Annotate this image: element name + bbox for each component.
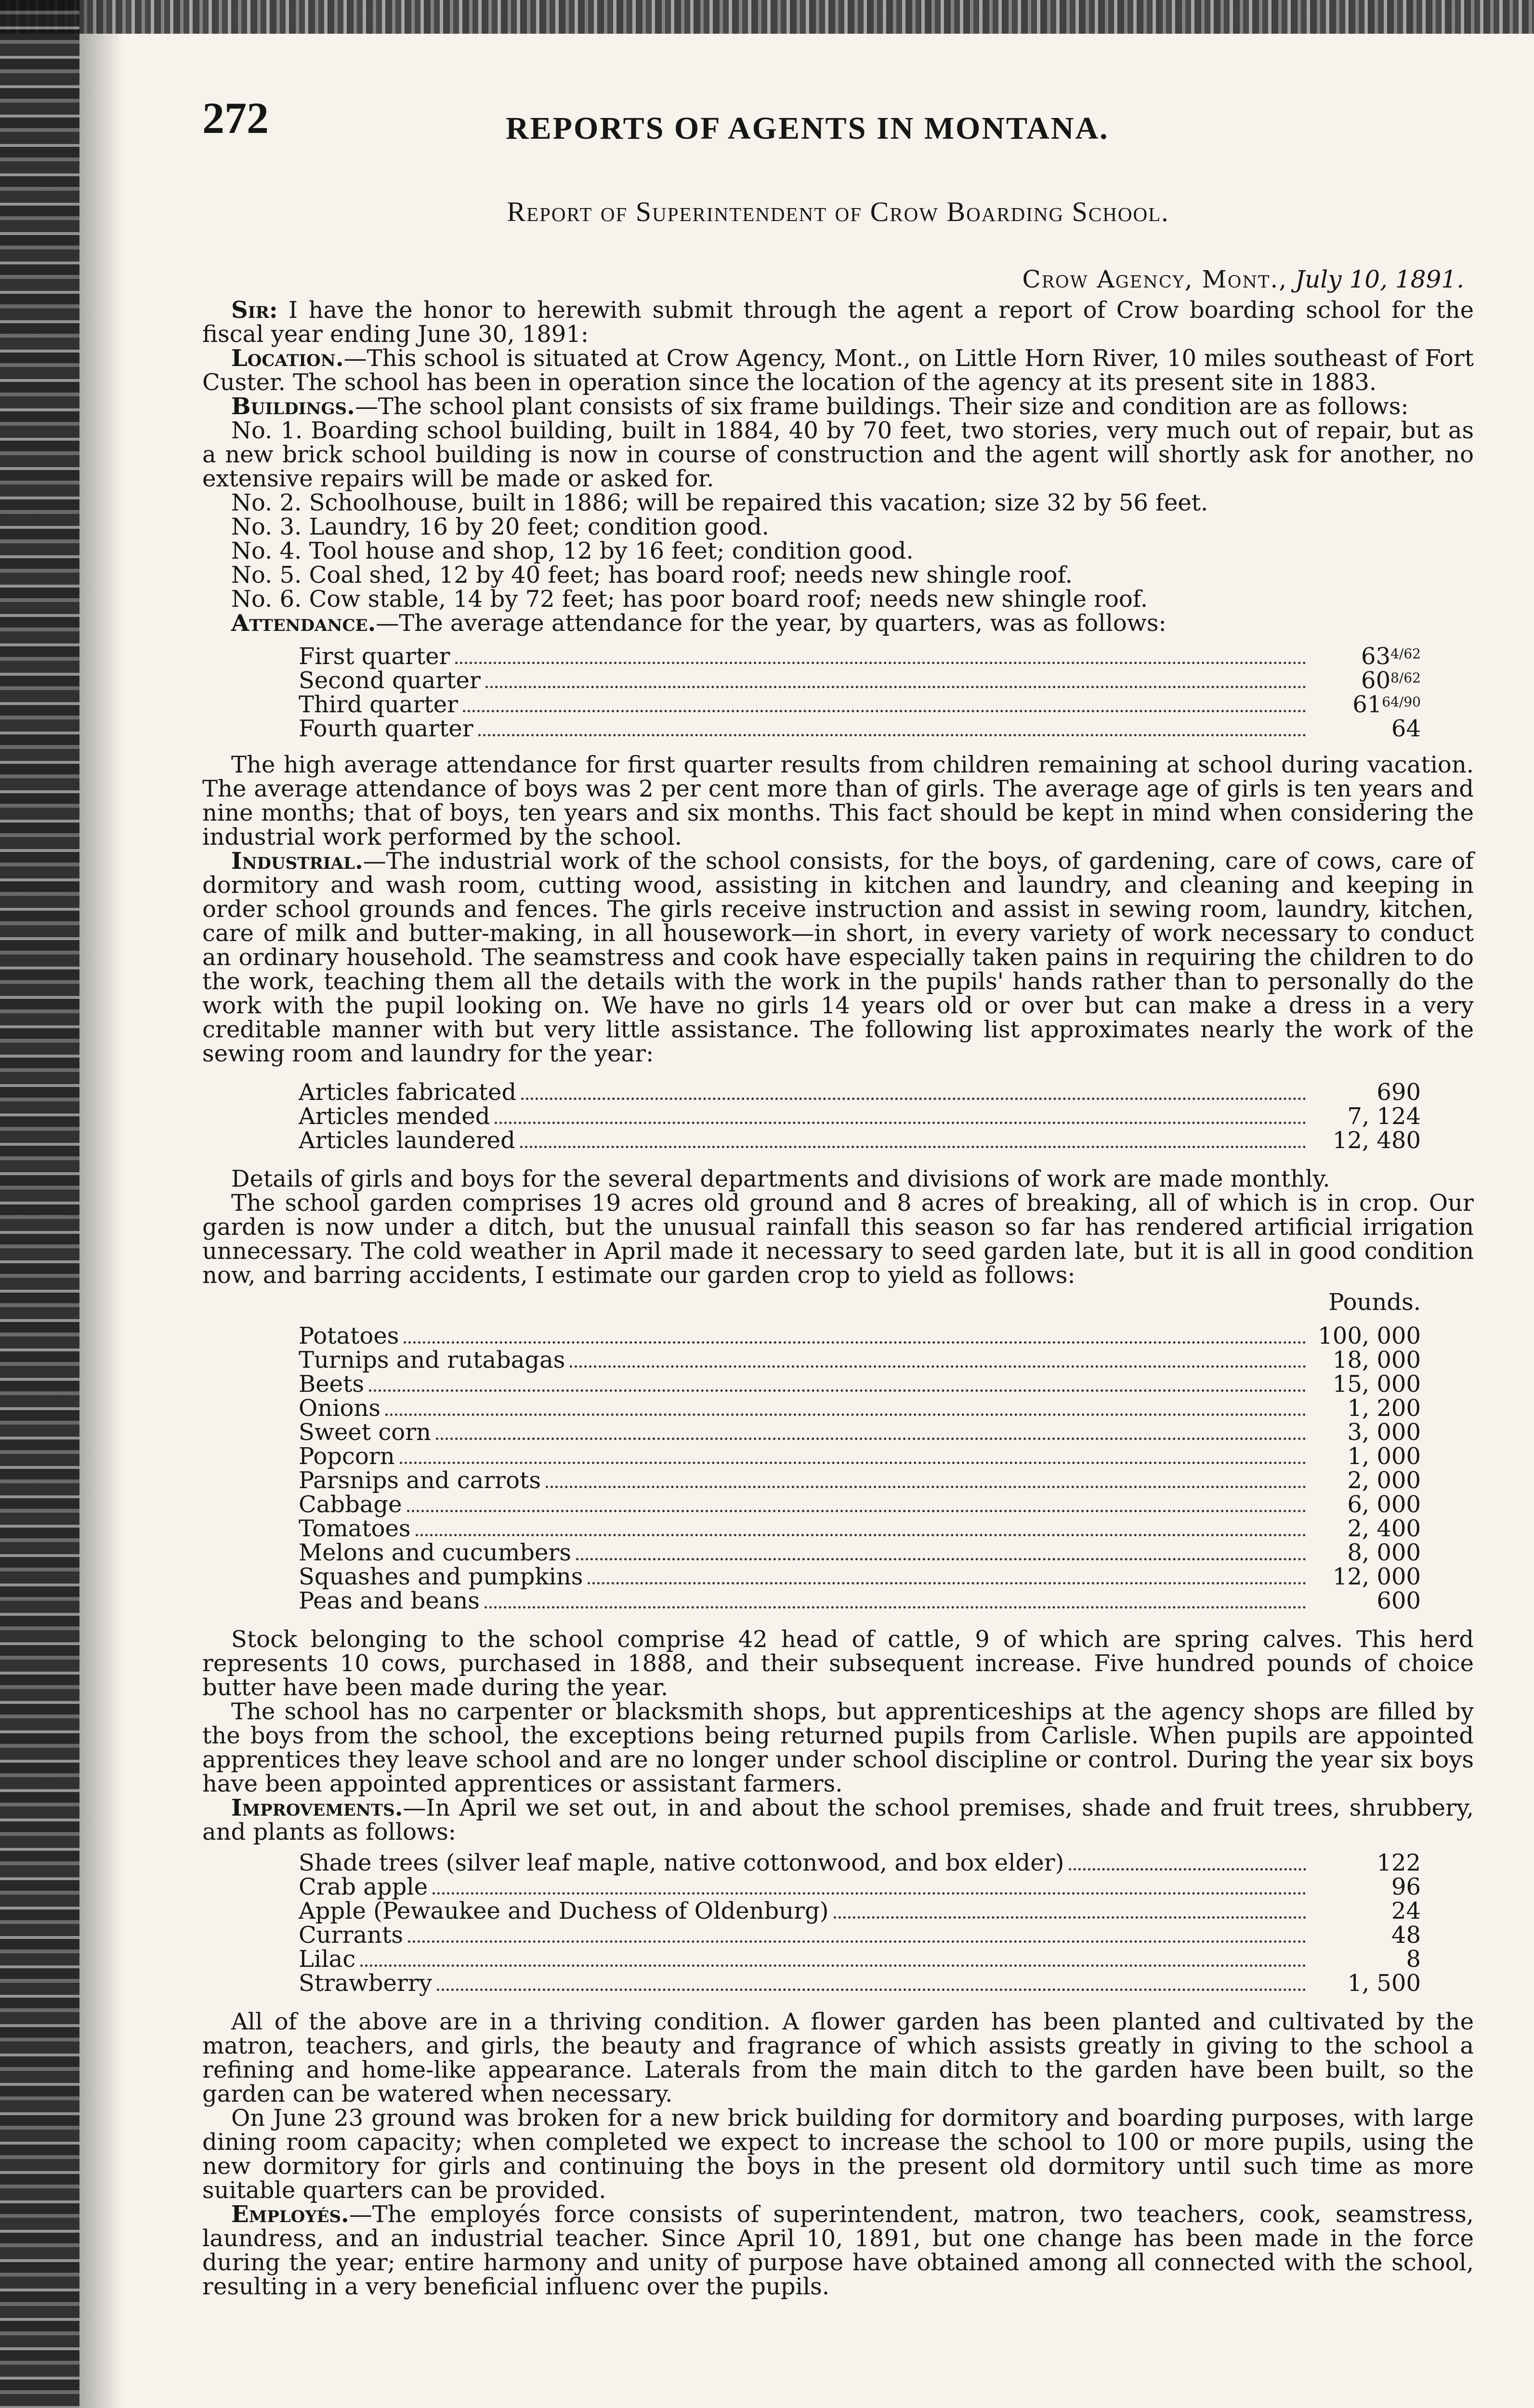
scan-edge-top — [0, 0, 1534, 34]
dot-leader — [408, 1940, 1306, 1943]
table-row — [299, 1104, 1421, 1128]
value-whole: 61 — [1352, 691, 1382, 718]
shops-paragraph: The school has no carpenter or blacksmith shops, but apprenticeships at the agency shops are filled by the boys from the school, the exceptions being returned pupils from Carlisle. When pupils are appointed apprentices they leave school and are no longer under school discipline or control. During the year six boys have been appointed apprentices or assistant farmers. — [202, 1698, 1474, 1797]
row-value — [1306, 666, 1421, 693]
row-value: 1, 200 — [1347, 1395, 1421, 1422]
row-label: Currants — [299, 1922, 403, 1949]
dateline — [202, 267, 1474, 291]
table-row — [299, 642, 1421, 670]
table-row — [299, 1372, 1421, 1396]
attendance-intro: —The average attendance for the year, by quarters, was as follows: — [376, 610, 1167, 637]
dot-leader — [521, 1097, 1306, 1100]
scan-edge-left — [0, 0, 79, 2408]
location-paragraph — [202, 346, 1474, 394]
row-value: 15, 000 — [1332, 1371, 1421, 1398]
row-value — [1306, 714, 1421, 741]
row-value: 48 — [1391, 1922, 1421, 1949]
row-label: Melons and cucumbers — [299, 1539, 571, 1566]
table-row — [299, 1923, 1421, 1947]
row-value: 600 — [1377, 1587, 1421, 1614]
new-building-paragraph: On June 23 ground was broken for a new brick building for dormitory and boarding purposes, with large dining room capacity; when completed we expect to increase the school to 100 or more pupils, using the new dormitory for girls and continuing the boys in the present old dormitory until such time as more suitable quarters can be provided. — [202, 2105, 1474, 2204]
dot-leader — [485, 685, 1306, 688]
table-row — [299, 1541, 1421, 1565]
attendance-table — [299, 642, 1421, 742]
attendance-remarks: The high average attendance for first quarter results from children remaining at school during vacation. The average attendance of boys was 2 per cent more than of girls. The average age of girls is ten years and nine months; that of boys, ten years and six months. This fact should be kept in mind when considering the industrial work performed by the school. — [202, 751, 1474, 851]
table-row — [299, 714, 1421, 742]
table-row — [299, 1420, 1421, 1444]
row-label: Tomatoes — [299, 1515, 411, 1542]
buildings-intro: —The school plant consists of six frame buildings. Their size and condition are as follows: — [354, 393, 1409, 420]
attendance-label: Attendance. — [231, 610, 376, 637]
value-whole: 64 — [1391, 715, 1421, 742]
row-label: Shade trees (silver leaf maple, native cottonwood, and box elder) — [299, 1849, 1064, 1876]
table-row — [299, 666, 1421, 694]
row-label: Sweet corn — [299, 1419, 431, 1446]
row-value: 3, 000 — [1347, 1419, 1421, 1446]
dot-leader — [407, 1509, 1306, 1512]
table-row — [299, 1875, 1421, 1899]
industrial-paragraph — [202, 849, 1474, 1066]
building-item: No. 2. Schoolhouse, built in 1886; will be repaired this vacation; size 32 by 56 feet. — [231, 489, 1208, 516]
row-label: Onions — [299, 1395, 381, 1422]
row-value: 8 — [1406, 1946, 1421, 1973]
row-value: 7, 124 — [1347, 1103, 1421, 1130]
row-label: Popcorn — [299, 1443, 395, 1470]
building-item: No. 1. Boarding school building, built in 1884, 40 by 70 feet, two stories, very much out of repair, but as a new brick school building is now in course of construction and the agent will shortly ask for another, no extensive repairs will be made or asked for. — [202, 417, 1474, 492]
buildings-paragraph — [202, 394, 1474, 419]
dateline-date: July 10, 1891. — [1295, 265, 1464, 293]
row-value: 6, 000 — [1347, 1491, 1421, 1518]
table-row — [299, 1947, 1421, 1971]
row-label: Turnips and rutabagas — [299, 1347, 565, 1374]
row-label: Articles laundered — [299, 1127, 515, 1154]
building-list — [202, 419, 1474, 611]
row-label: Second quarter — [299, 667, 481, 694]
sewing-laundry-table — [299, 1080, 1421, 1152]
employes-text: —The employés force consists of superintendent, matron, two teachers, cook, seamstress, laundress, and an industrial teacher. Since April 10, 1891, but one change has been made in the force during the year; entire harmony and unity of purpose have obtained among all connected with the school, resulting in a very beneficial influenc over the pupils. — [202, 2201, 1474, 2300]
row-value: 12, 480 — [1332, 1127, 1421, 1154]
row-value: 690 — [1377, 1079, 1421, 1106]
stock-paragraph: Stock belonging to the school comprise 42 head of cattle, 9 of which are spring calves. This herd represents 10 cows, purchased in 1888, and their subsequent increase. Five hundred pounds of choice butter have been made during the year. — [202, 1626, 1474, 1701]
row-label: Potatoes — [299, 1322, 399, 1349]
units-heading — [299, 1290, 1421, 1314]
value-whole: 60 — [1361, 667, 1391, 694]
table-row — [299, 1396, 1421, 1420]
dot-leader — [485, 1606, 1306, 1609]
row-value: 122 — [1377, 1849, 1421, 1876]
table-row — [299, 1468, 1421, 1492]
dot-leader — [416, 1533, 1306, 1536]
dot-leader — [1069, 1868, 1306, 1871]
table-row — [299, 1080, 1421, 1104]
dateline-place: Crow Agency, Mont., — [1022, 265, 1288, 293]
salutation-paragraph — [202, 298, 1474, 346]
dot-leader — [495, 1121, 1306, 1124]
scan-edge-shadow — [79, 0, 123, 2408]
dot-leader — [520, 1145, 1306, 1148]
row-label: Strawberry — [299, 1970, 432, 1997]
details-paragraph: Details of girls and boys for the several departments and divisions of work are made monthly. — [231, 1165, 1330, 1192]
table-row — [299, 1348, 1421, 1372]
employes-label: Employés. — [231, 2201, 349, 2228]
row-label: Articles fabricated — [299, 1079, 517, 1106]
dot-leader — [546, 1485, 1306, 1488]
table-row — [299, 1444, 1421, 1468]
garden-paragraph: The school garden comprises 19 acres old ground and 8 acres of breaking, all of which is in crop. Our garden is now under a ditch, but the unusual rainfall this season so far has rendered artificial irrigation unnecessary. The cold weather in April made it necessary to seed garden late, but it is all in good condition now, and barring accidents, I estimate our garden crop to yield as follows: — [202, 1190, 1474, 1289]
row-label: Third quarter — [299, 691, 459, 718]
row-label: Squashes and pumpkins — [299, 1563, 583, 1590]
improvements-intro: —In April we set out, in and about the school premises, shade and fruit trees, shrubbery, and plants as follows: — [202, 1794, 1474, 1845]
garden-crop-table — [299, 1324, 1421, 1613]
dot-leader — [478, 733, 1306, 736]
table-row — [299, 1851, 1421, 1875]
row-value: 8, 000 — [1347, 1539, 1421, 1566]
location-label: Location. — [231, 345, 344, 372]
page-header — [202, 93, 1474, 159]
value-fraction: 4/62 — [1390, 646, 1421, 662]
dot-leader — [834, 1916, 1306, 1919]
row-value: 18, 000 — [1332, 1347, 1421, 1374]
value-fraction: 8/62 — [1390, 670, 1421, 686]
row-label: Cabbage — [299, 1491, 402, 1518]
value-fraction: 64/90 — [1382, 694, 1421, 710]
row-value: 96 — [1391, 1873, 1421, 1900]
dot-leader — [455, 661, 1306, 664]
row-label: Articles mended — [299, 1103, 490, 1130]
dot-leader — [369, 1389, 1306, 1392]
row-value: 1, 500 — [1347, 1970, 1421, 1997]
value-whole: 63 — [1361, 643, 1391, 670]
table-row — [299, 1517, 1421, 1541]
row-value: 2, 000 — [1347, 1467, 1421, 1494]
row-label: Beets — [299, 1371, 365, 1398]
table-row — [299, 1492, 1421, 1517]
building-item: No. 6. Cow stable, 14 by 72 feet; has poor board roof; needs new shingle roof. — [231, 586, 1148, 613]
page-number: 272 — [202, 93, 269, 143]
table-row — [299, 1589, 1421, 1613]
salutation-label: Sir: — [231, 297, 278, 324]
units-label: Pounds. — [1328, 1289, 1421, 1316]
industrial-label: Industrial. — [231, 848, 363, 875]
building-item: No. 3. Laundry, 16 by 20 feet; condition good. — [231, 513, 769, 540]
dot-leader — [588, 1582, 1306, 1584]
table-row — [299, 1324, 1421, 1348]
row-value — [1306, 642, 1421, 668]
row-value: 100, 000 — [1318, 1322, 1421, 1349]
running-head: REPORTS OF AGENTS IN MONTANA. — [506, 111, 1109, 146]
dot-leader — [385, 1413, 1306, 1416]
building-item: No. 4. Tool house and shop, 12 by 16 feet; condition good. — [231, 537, 914, 564]
report-title: Report of Superintendent of Crow Boarding School. — [507, 196, 1169, 227]
row-label: First quarter — [299, 643, 450, 670]
table-row — [299, 1128, 1421, 1152]
building-item: No. 5. Coal shed, 12 by 40 feet; has board roof; needs new shingle roof. — [231, 562, 1073, 589]
row-label: Fourth quarter — [299, 715, 473, 742]
row-value — [1306, 690, 1421, 717]
employes-paragraph — [202, 2202, 1474, 2299]
dot-leader — [570, 1365, 1306, 1368]
table-row — [299, 1971, 1421, 1995]
improvements-paragraph — [202, 1796, 1474, 1844]
dot-leader — [433, 1892, 1306, 1895]
row-label: Crab apple — [299, 1873, 428, 1900]
dot-leader — [463, 709, 1306, 712]
attendance-paragraph — [202, 611, 1474, 635]
row-value: 1, 000 — [1347, 1443, 1421, 1470]
row-label: Lilac — [299, 1946, 356, 1973]
industrial-text: —The industrial work of the school consists, for the boys, of gardening, care of cows, care of dormitory and wash room, cutting wood, assisting in kitchen and laundry, and cleaning and keeping in order school grounds and fences. The girls receive instruction and assist in sewing room, laundry, kitchen, care of milk and butter-making, in all housework—in short, in every variety of work necessary to conduct an ordinary household. The seamstress and cook have especially taken pains in requiring the children to do the work, teaching them all the details with the work in the pupils' hands rather than to personally do the work with the pupil looking on. We have no girls 14 years old or over but can make a dress in a very creditable manner with but very little assistance. The following list approximates nearly the work of the sewing room and laundry for the year: — [202, 848, 1474, 1067]
table-row — [299, 1899, 1421, 1923]
row-value: 24 — [1391, 1898, 1421, 1924]
row-value: 2, 400 — [1347, 1515, 1421, 1542]
dot-leader — [436, 1437, 1306, 1440]
row-label: Apple (Pewaukee and Duchess of Oldenburg) — [299, 1898, 829, 1924]
dot-leader — [400, 1461, 1306, 1464]
row-value: 12, 000 — [1332, 1563, 1421, 1590]
salutation-text: I have the honor to herewith submit through the agent a report of Crow boarding school for the fiscal year ending June 30, 1891: — [202, 297, 1474, 348]
row-label: Peas and beans — [299, 1587, 480, 1614]
dot-leader — [437, 1988, 1306, 1991]
dot-leader — [360, 1964, 1306, 1967]
page-content — [202, 93, 1474, 2300]
plantings-table — [299, 1851, 1421, 1995]
buildings-label: Buildings. — [231, 393, 355, 420]
improvements-label: Improvements. — [231, 1794, 403, 1821]
location-text: —This school is situated at Crow Agency, Mont., on Little Horn River, 10 miles southeast of Fort Custer. The school has been in operation since the location of the agency at its present site in 1883. — [202, 345, 1474, 396]
table-row — [299, 1565, 1421, 1589]
thriving-paragraph: All of the above are in a thriving condition. A flower garden has been planted and cultivated by the matron, teachers, and girls, the beauty and fragrance of which assists greatly in giving to the school a refining and home-like appearance. Laterals from the main ditch to the garden have been built, so the garden can be watered when necessary. — [202, 2008, 1474, 2107]
dot-leader — [576, 1557, 1306, 1560]
dot-leader — [404, 1341, 1306, 1344]
row-label: Parsnips and carrots — [299, 1467, 541, 1494]
